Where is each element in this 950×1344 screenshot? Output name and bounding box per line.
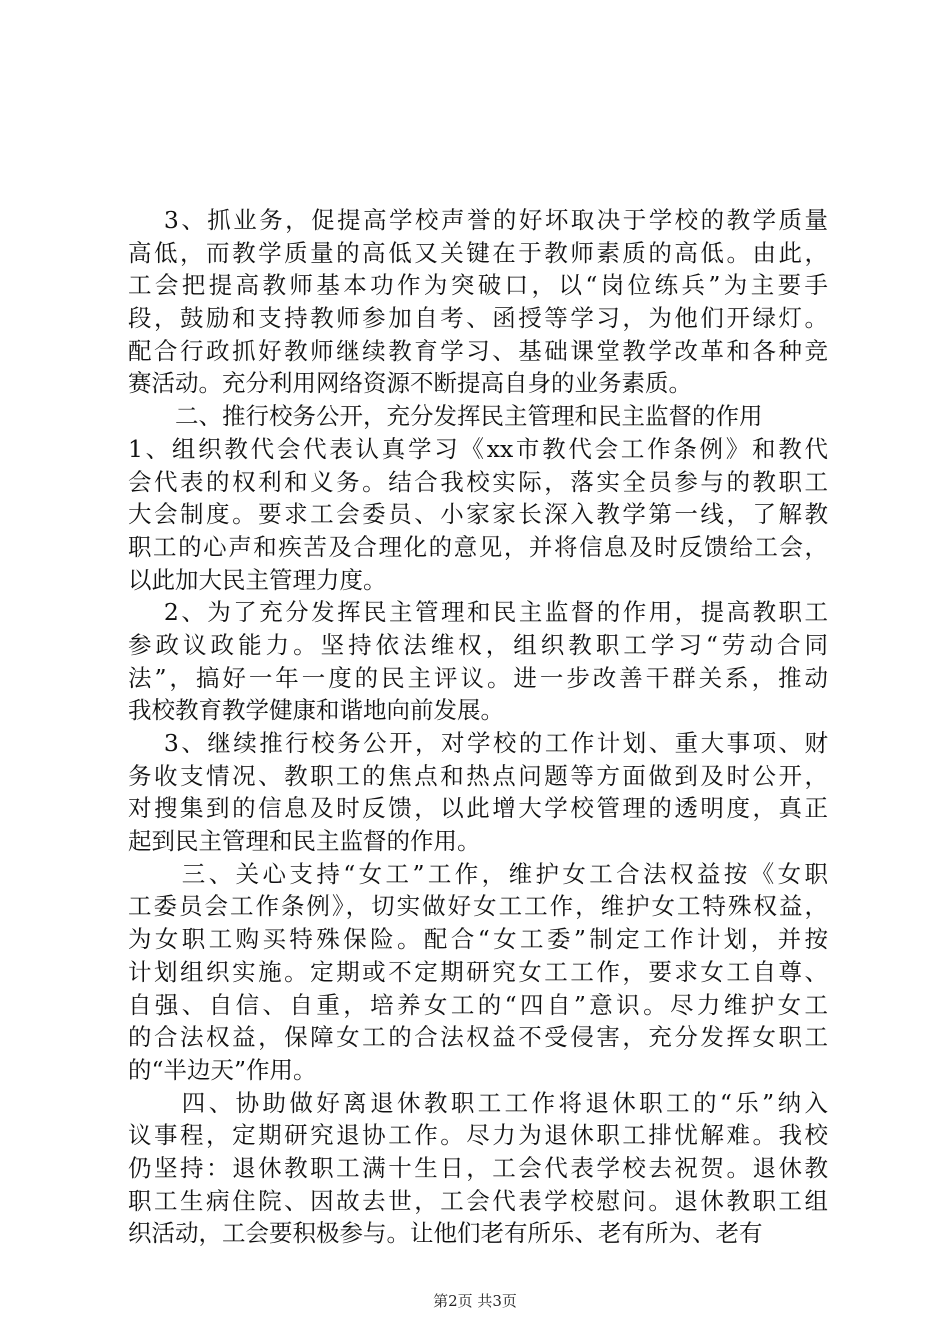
text-line: 自强、自信、自重，培养女工的“四自”意识。尽力维护女工 [128,990,828,1019]
text-line: 议事程，定期研究退协工作。尽力为退休职工排忧解难。我校 [128,1121,828,1150]
document-body [128,204,828,1250]
text-line: 计划组织实施。定期或不定期研究女工工作，要求女工自尊、 [128,957,828,986]
text-line: 二、推行校务公开，充分发挥民主管理和民主监督的作用 [128,402,763,431]
text-line: 参政议政能力。坚持依法维权，组织教职工学习“劳动合同 [128,630,828,659]
text-line: 3、抓业务，促提高学校声誉的好坏取决于学校的教学质量 [128,206,828,234]
text-line: 以此加大民主管理力度。 [128,565,387,594]
text-line: 四、协助做好离退休教职工工作将退休职工的“乐”纳入 [128,1088,828,1117]
text-line: 工委员会工作条例》，切实做好女工工作，维护女工特殊权益， [128,892,828,921]
text-line: 法”，搞好一年一度的民主评议。进一步改善干群关系，推动 [128,663,828,692]
text-line: 的“半边天”作用。 [128,1055,317,1084]
text-line: 会代表的权利和义务。结合我校实际，落实全员参与的教职工 [128,467,828,496]
text-line: 务收支情况、教职工的焦点和热点问题等方面做到及时公开， [128,761,828,790]
text-line: 高低，而教学质量的高低又关键在于教师素质的高低。由此， [128,238,828,267]
text-line: 我校教育教学健康和谐地向前发展。 [128,696,504,725]
text-line: 段，鼓励和支持教师参加自考、函授等学习，为他们开绿灯。 [128,304,828,333]
text-line: 对搜集到的信息及时反馈，以此增大学校管理的透明度，真正 [128,794,828,823]
text-line: 1、组织教代会代表认真学习《xx市教代会工作条例》和教代 [128,434,828,463]
text-line: 三、关心支持“女工”工作，维护女工合法权益按《女职 [128,859,828,888]
page-footer: 第2页 共3页 [433,1292,517,1310]
text-line: 仍坚持：退休教职工满十生日，工会代表学校去祝贺。退休教 [128,1153,828,1182]
text-line: 职工生病住院、因故去世，工会代表学校慰问。退休教职工组 [128,1186,828,1215]
text-line: 配合行政抓好教师继续教育学习、基础课堂教学改革和各种竞 [128,336,828,365]
text-line: 2、为了充分发挥民主管理和民主监督的作用，提高教职工 [128,598,828,627]
text-line: 织活动，工会要积极参与。让他们老有所乐、老有所为、老有 [128,1219,763,1248]
text-line: 的合法权益，保障女工的合法权益不受侵害，充分发挥女职工 [128,1023,828,1052]
text-line: 为女职工购买特殊保险。配合“女工委”制定工作计划，并按 [128,925,828,954]
text-line: 职工的心声和疾苦及合理化的意见，并将信息及时反馈给工会， [128,532,828,561]
text-line: 赛活动。充分利用网络资源不断提高自身的业务素质。 [128,369,692,398]
text-line: 3、继续推行校务公开，对学校的工作计划、重大事项、财 [128,729,828,757]
text-line: 大会制度。要求工会委员、小家家长深入教学第一线，了解教 [128,500,828,529]
text-line: 起到民主管理和民主监督的作用。 [128,827,481,856]
text-line: 工会把提高教师基本功作为突破口，以“岗位练兵”为主要手 [128,271,828,300]
